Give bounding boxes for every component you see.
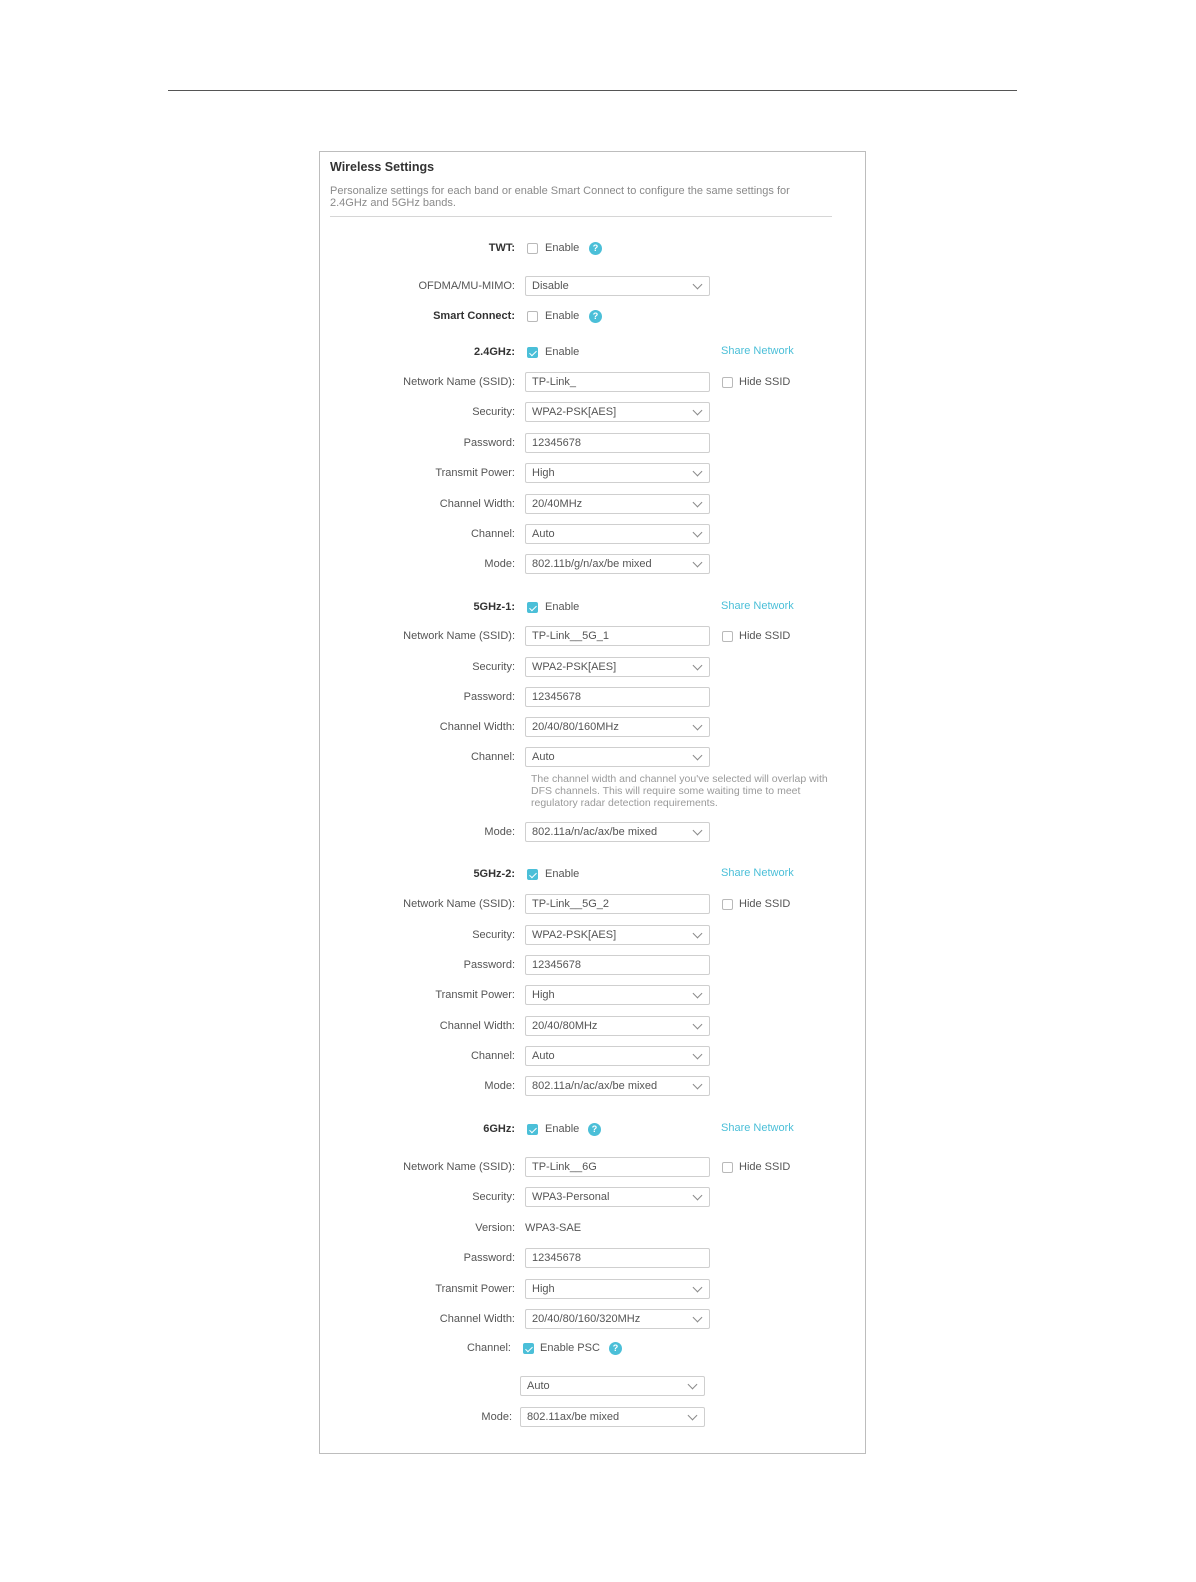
band5-2-width-label: Channel Width: xyxy=(439,1020,515,1032)
band24-width-label: Channel Width: xyxy=(439,498,515,510)
band5-2-enable-label: Enable xyxy=(545,868,580,880)
band5-2-hide-ssid-checkbox[interactable] xyxy=(722,899,733,910)
band6-tx-select[interactable] xyxy=(525,1279,710,1299)
smart-connect-enable-label: Enable xyxy=(545,310,580,322)
chevron-down-icon xyxy=(693,826,703,836)
band5-1-width-label: Channel Width: xyxy=(439,721,515,733)
band5-2-security-row xyxy=(320,925,867,945)
band5-2-channel-value: Auto xyxy=(532,1050,555,1062)
band24-mode-value: 802.11b/g/n/ax/be mixed xyxy=(532,558,652,570)
band6-tx-label: Transmit Power: xyxy=(435,1283,515,1295)
band6-share-network-link[interactable]: Share Network xyxy=(721,1122,794,1134)
band24-channel-row xyxy=(320,524,867,544)
chevron-down-icon xyxy=(693,1191,703,1201)
band6-label: 6GHz: xyxy=(483,1123,515,1135)
band5-1-mode-label: Mode: xyxy=(484,826,515,838)
panel-title: Wireless Settings xyxy=(330,160,435,174)
band5-2-password-input[interactable]: 12345678 xyxy=(525,955,710,975)
band5-1-width-select[interactable] xyxy=(525,717,710,737)
band5-2-tx-value: High xyxy=(532,989,555,1001)
band5-2-channel-row xyxy=(320,1046,867,1066)
band5-1-enable-checkbox[interactable] xyxy=(527,602,538,613)
band5-1-channel-value: Auto xyxy=(532,751,555,763)
band6-password-input[interactable]: 12345678 xyxy=(525,1248,710,1268)
chevron-down-icon xyxy=(693,721,703,731)
band6-password-row xyxy=(320,1248,867,1268)
band6-mode-value: 802.11ax/be mixed xyxy=(527,1411,620,1423)
chevron-down-icon xyxy=(693,406,703,416)
band24-tx-label: Transmit Power: xyxy=(435,467,515,479)
band6-mode-select[interactable] xyxy=(520,1407,705,1427)
band5-1-share-network-link[interactable]: Share Network xyxy=(721,600,794,612)
band24-ssid-label: Network Name (SSID): xyxy=(403,376,515,388)
band5-1-ssid-input[interactable]: TP-Link__5G_1 xyxy=(525,626,710,646)
band5-2-mode-label: Mode: xyxy=(484,1080,515,1092)
band6-security-row xyxy=(320,1187,867,1207)
band24-mode-select[interactable] xyxy=(525,554,710,574)
chevron-down-icon xyxy=(693,1020,703,1030)
band5-2-label: 5GHz-2: xyxy=(473,868,515,880)
help-icon[interactable]: ? xyxy=(589,310,602,323)
chevron-down-icon xyxy=(688,1411,698,1421)
ofdma-value: Disable xyxy=(532,280,569,292)
band6-ssid-label: Network Name (SSID): xyxy=(403,1161,515,1173)
band5-1-security-value: WPA2-PSK[AES] xyxy=(532,661,617,673)
band5-2-mode-select[interactable] xyxy=(525,1076,710,1096)
band5-1-mode-row xyxy=(320,822,867,842)
band6-psc-label: Enable PSC xyxy=(540,1342,600,1354)
band24-width-value: 20/40MHz xyxy=(532,498,583,510)
band6-width-row xyxy=(320,1309,867,1329)
chevron-down-icon xyxy=(693,1050,703,1060)
band5-2-tx-label: Transmit Power: xyxy=(435,989,515,1001)
band24-tx-value: High xyxy=(532,467,555,479)
band5-2-share-network-link[interactable]: Share Network xyxy=(721,867,794,879)
band6-psc-checkbox[interactable] xyxy=(523,1343,534,1354)
band5-2-width-select[interactable] xyxy=(525,1016,710,1036)
band5-2-tx-select[interactable] xyxy=(525,985,710,1005)
band5-2-ssid-input[interactable]: TP-Link__5G_2 xyxy=(525,894,710,914)
wireless-settings-panel xyxy=(319,151,866,1454)
ofdma-select[interactable] xyxy=(525,276,710,296)
band5-2-security-value: WPA2-PSK[AES] xyxy=(532,929,617,941)
band5-1-password-label: Password: xyxy=(463,691,515,703)
band5-2-width-row xyxy=(320,1016,867,1036)
band6-channel-row xyxy=(320,1338,867,1358)
band6-ssid-input[interactable]: TP-Link__6G xyxy=(525,1157,710,1177)
band5-1-mode-select[interactable] xyxy=(525,822,710,842)
band24-ssid-row xyxy=(320,372,867,392)
band6-hide-ssid-checkbox[interactable] xyxy=(722,1162,733,1173)
band24-tx-select[interactable] xyxy=(525,463,710,483)
band5-2-ssid-label: Network Name (SSID): xyxy=(403,898,515,910)
help-icon[interactable]: ? xyxy=(589,242,602,255)
band24-password-input[interactable]: 12345678 xyxy=(525,433,710,453)
band5-1-label: 5GHz-1: xyxy=(473,601,515,613)
band6-security-label: Security: xyxy=(472,1191,515,1203)
band5-1-mode-value: 802.11a/n/ac/ax/be mixed xyxy=(532,826,658,838)
band6-security-value: WPA3-Personal xyxy=(532,1191,610,1203)
ofdma-row xyxy=(320,276,867,296)
band5-2-channel-select[interactable] xyxy=(525,1046,710,1066)
band24-password-row xyxy=(320,433,867,453)
band5-1-enable-label: Enable xyxy=(545,601,580,613)
band5-1-security-label: Security: xyxy=(472,661,515,673)
band5-2-password-row xyxy=(320,955,867,975)
band5-1-channel-select[interactable] xyxy=(525,747,710,767)
band24-channel-select[interactable] xyxy=(525,524,710,544)
dfs-note: The channel width and channel you've selected will overlap with DFS channels. This will require some waiting time to meet regulatory radar detection requirements. xyxy=(531,773,828,809)
band6-mode-label: Mode: xyxy=(481,1411,512,1423)
band5-1-hide-ssid-checkbox[interactable] xyxy=(722,631,733,642)
twt-row xyxy=(320,238,867,258)
band5-1-channel-row xyxy=(320,747,867,767)
band24-width-select[interactable] xyxy=(525,494,710,514)
band5-1-channel-label: Channel: xyxy=(470,751,515,763)
band5-2-security-select[interactable] xyxy=(525,925,710,945)
band6-version-row xyxy=(320,1218,867,1238)
band24-security-row xyxy=(320,402,867,422)
band6-width-select[interactable] xyxy=(525,1309,710,1329)
band6-ssid-row xyxy=(320,1157,867,1177)
band5-2-enable-checkbox[interactable] xyxy=(527,869,538,880)
chevron-down-icon xyxy=(693,498,703,508)
divider xyxy=(330,216,832,217)
band24-enable-checkbox[interactable] xyxy=(527,347,538,358)
smart-connect-row xyxy=(320,306,867,326)
panel-description: Personalize settings for each band or enable Smart Connect to configure the same settings for 2.4GHz and 5GHz bands. xyxy=(330,185,790,209)
band24-enable-label: Enable xyxy=(545,346,580,358)
band24-hide-ssid-checkbox[interactable] xyxy=(722,377,733,388)
band6-header-row xyxy=(320,1119,867,1139)
band6-channel-label: Channel: xyxy=(466,1342,511,1354)
band24-ssid-input[interactable]: TP-Link_ xyxy=(525,372,710,392)
band5-1-header-row xyxy=(320,597,867,617)
chevron-down-icon xyxy=(693,1080,703,1090)
band24-security-select[interactable] xyxy=(525,402,710,422)
smart-connect-label: Smart Connect: xyxy=(433,310,515,322)
band6-hide-ssid-label: Hide SSID xyxy=(739,1161,791,1173)
band6-channel-value: Auto xyxy=(527,1380,550,1392)
band5-1-ssid-row xyxy=(320,626,867,646)
band5-2-mode-value: 802.11a/n/ac/ax/be mixed xyxy=(532,1080,658,1092)
band5-2-header-row xyxy=(320,864,867,884)
chevron-down-icon xyxy=(693,661,703,671)
band24-share-network-link[interactable]: Share Network xyxy=(721,345,794,357)
band6-width-value: 20/40/80/160/320MHz xyxy=(532,1313,641,1325)
ofdma-label: OFDMA/MU-MIMO: xyxy=(418,280,515,292)
band24-security-value: WPA2-PSK[AES] xyxy=(532,406,617,418)
band6-tx-value: High xyxy=(532,1283,555,1295)
band5-2-ssid-row xyxy=(320,894,867,914)
band24-width-row xyxy=(320,494,867,514)
band5-1-hide-ssid-label: Hide SSID xyxy=(739,630,791,642)
help-icon[interactable]: ? xyxy=(609,1342,622,1355)
chevron-down-icon xyxy=(693,280,703,290)
band6-version-label: Version: xyxy=(475,1222,515,1234)
band5-2-hide-ssid-label: Hide SSID xyxy=(739,898,791,910)
band24-label: 2.4GHz: xyxy=(474,346,515,358)
band24-mode-row xyxy=(320,554,867,574)
band5-1-password-input[interactable]: 12345678 xyxy=(525,687,710,707)
band5-2-width-value: 20/40/80MHz xyxy=(532,1020,598,1032)
band6-channel-select-row xyxy=(320,1376,867,1396)
twt-enable-label: Enable xyxy=(545,242,580,254)
chevron-down-icon xyxy=(693,558,703,568)
band5-1-password-row xyxy=(320,687,867,707)
twt-label: TWT: xyxy=(488,242,515,254)
band5-2-password-label: Password: xyxy=(463,959,515,971)
band5-1-security-row xyxy=(320,657,867,677)
band5-2-tx-row xyxy=(320,985,867,1005)
chevron-down-icon xyxy=(693,1313,703,1323)
band5-1-width-row xyxy=(320,717,867,737)
band24-channel-value: Auto xyxy=(532,528,555,540)
smart-connect-checkbox[interactable] xyxy=(527,311,538,322)
chevron-down-icon xyxy=(693,1283,703,1293)
band24-mode-label: Mode: xyxy=(484,558,515,570)
chevron-down-icon xyxy=(693,989,703,999)
band6-enable-label: Enable xyxy=(545,1123,580,1135)
chevron-down-icon xyxy=(693,467,703,477)
band5-2-mode-row xyxy=(320,1076,867,1096)
chevron-down-icon xyxy=(693,528,703,538)
band24-hide-ssid-label: Hide SSID xyxy=(739,376,791,388)
band6-version-value: WPA3-SAE xyxy=(525,1222,582,1234)
help-icon[interactable]: ? xyxy=(588,1123,601,1136)
band24-password-label: Password: xyxy=(463,437,515,449)
band5-1-width-value: 20/40/80/160MHz xyxy=(532,721,619,733)
band24-channel-label: Channel: xyxy=(470,528,515,540)
band6-tx-row xyxy=(320,1279,867,1299)
twt-enable-checkbox[interactable] xyxy=(527,243,538,254)
band5-2-channel-label: Channel: xyxy=(470,1050,515,1062)
band6-width-label: Channel Width: xyxy=(439,1313,515,1325)
band5-2-security-label: Security: xyxy=(472,929,515,941)
band6-mode-row xyxy=(320,1407,867,1427)
chevron-down-icon xyxy=(693,751,703,761)
band6-enable-checkbox[interactable] xyxy=(527,1124,538,1135)
band6-channel-select[interactable] xyxy=(520,1376,705,1396)
page-header-rule xyxy=(168,90,1017,91)
band6-security-select[interactable] xyxy=(525,1187,710,1207)
band24-header-row xyxy=(320,342,867,362)
band6-password-label: Password: xyxy=(463,1252,515,1264)
band24-security-label: Security: xyxy=(472,406,515,418)
band24-tx-row xyxy=(320,463,867,483)
band5-1-security-select[interactable] xyxy=(525,657,710,677)
band5-1-ssid-label: Network Name (SSID): xyxy=(403,630,515,642)
chevron-down-icon xyxy=(693,929,703,939)
chevron-down-icon xyxy=(688,1380,698,1390)
